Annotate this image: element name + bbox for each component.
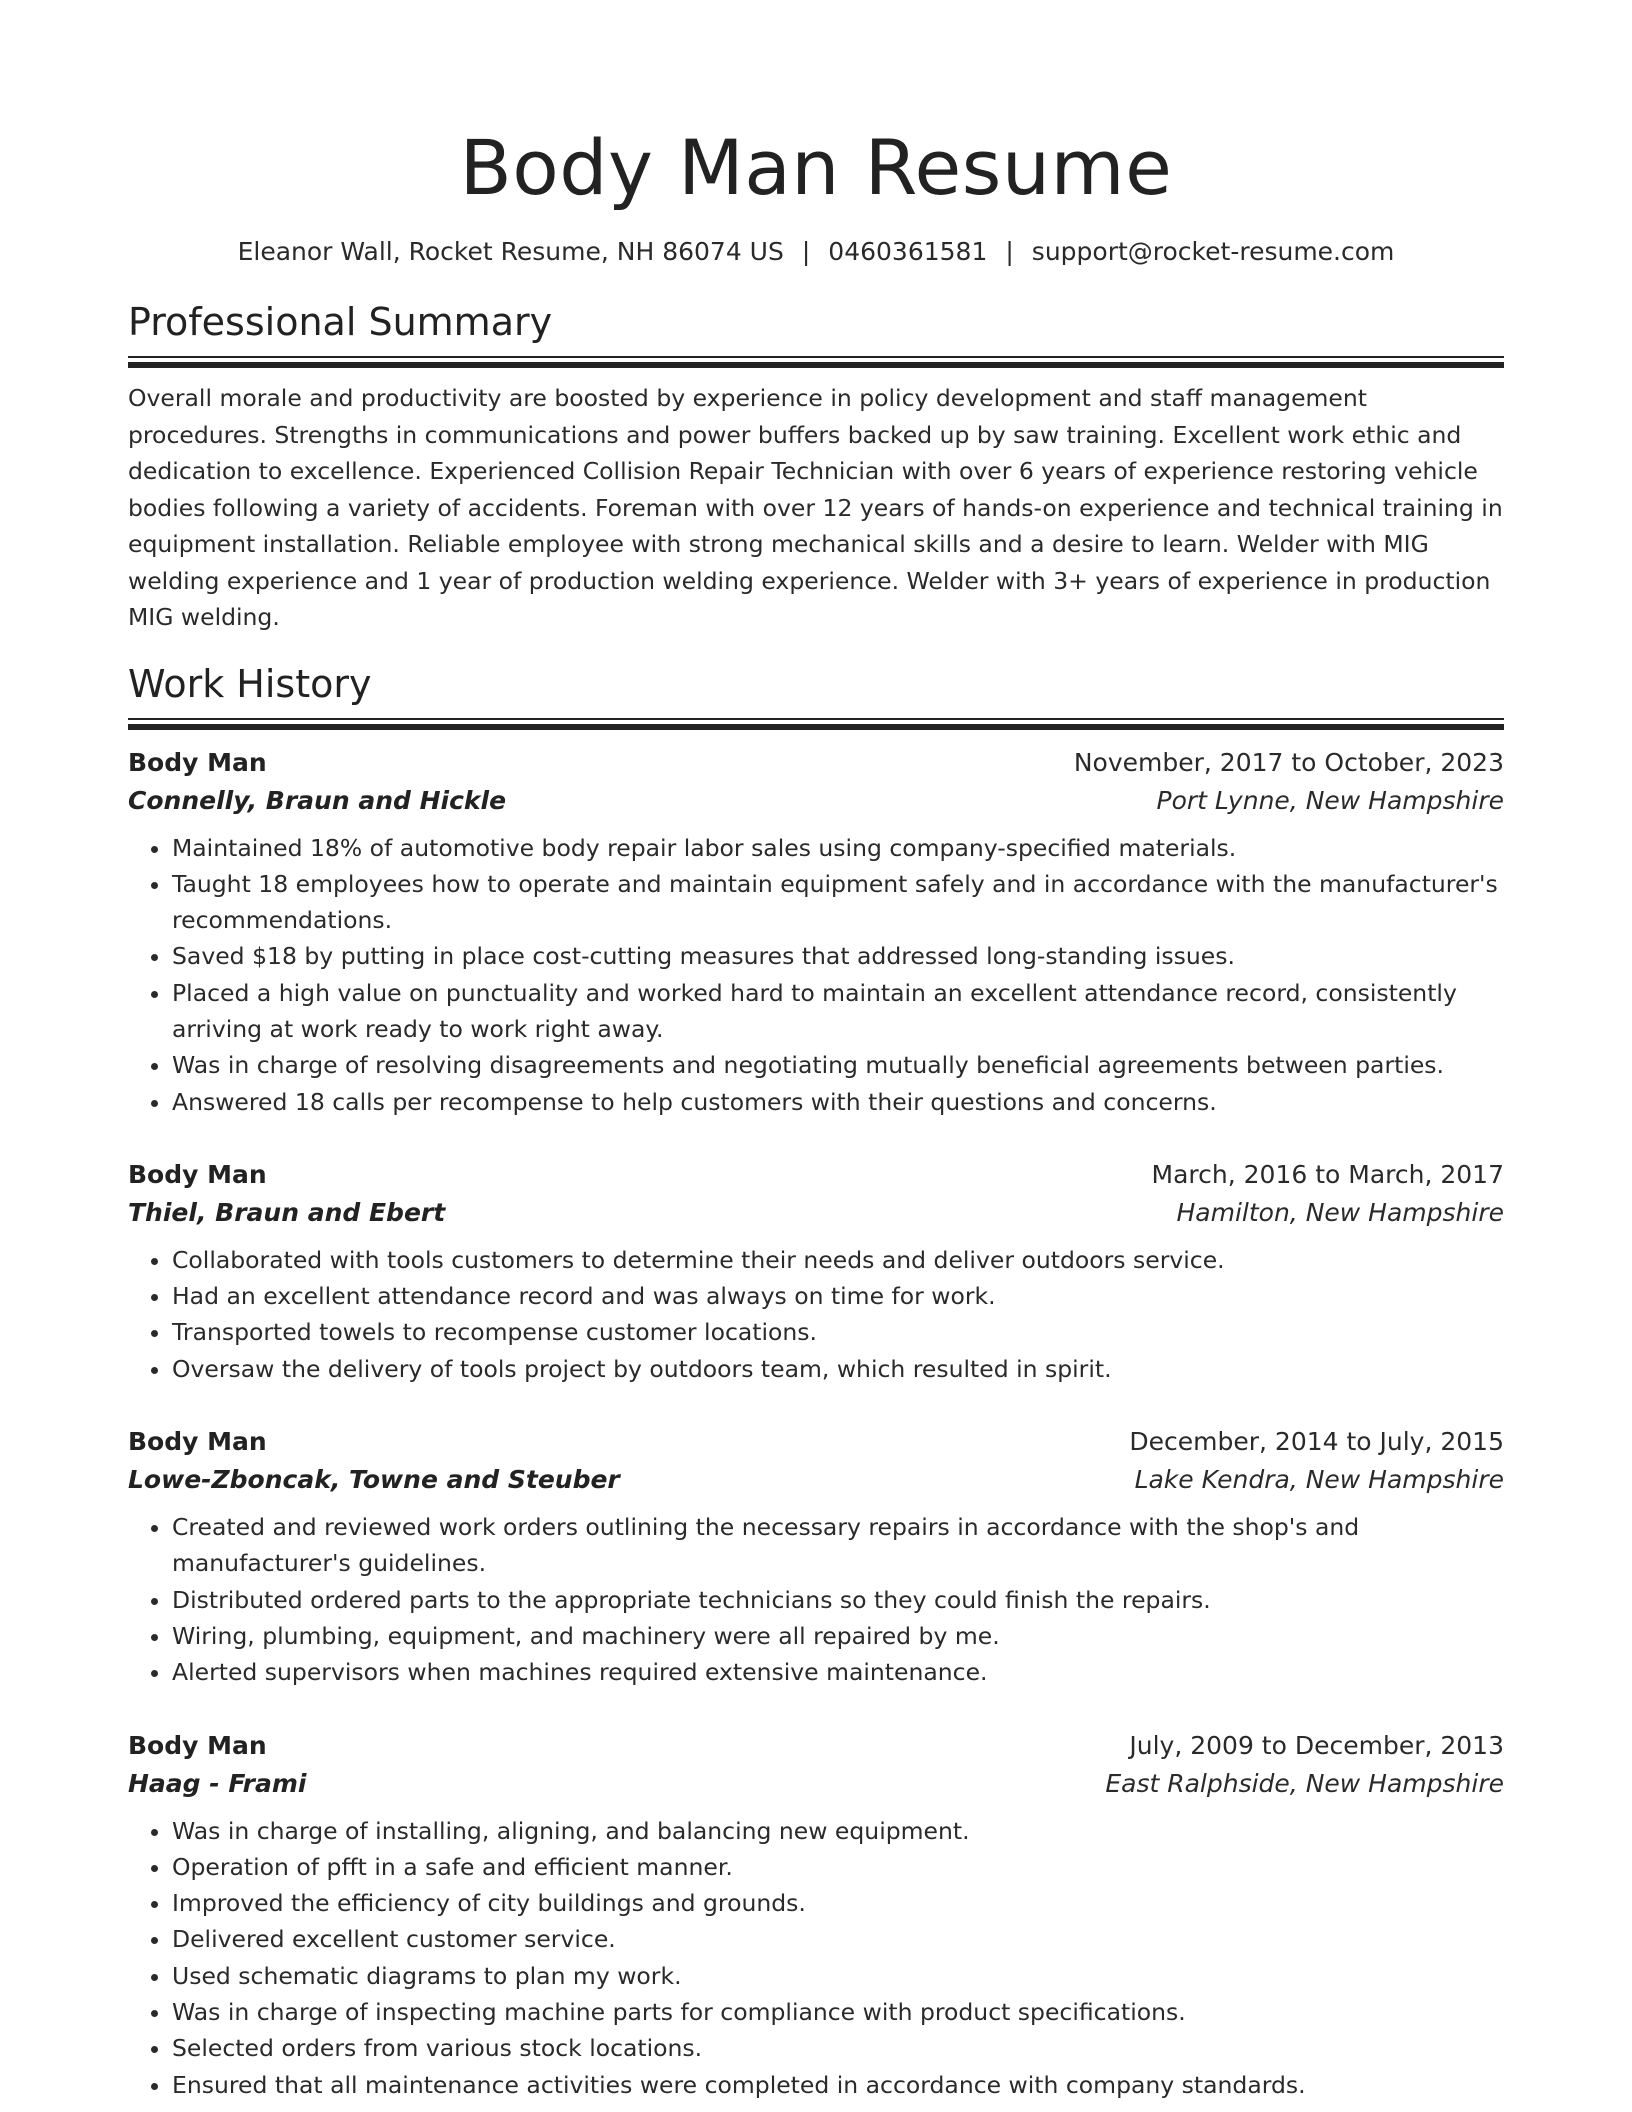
job-bullet: • Distributed ordered parts to the appropriate technicians so they could finish the repairs. xyxy=(172,1582,1504,1618)
work-history-section xyxy=(128,658,1504,2103)
job-bullet: • Was in charge of resolving disagreements and negotiating mutually beneficial agreements between parties. xyxy=(172,1047,1504,1083)
job-bullet: • Transported towels to recompense customer locations. xyxy=(172,1314,1504,1350)
contact-line xyxy=(128,234,1504,270)
job-bullet: • Answered 18 calls per recompense to help customers with their questions and concerns. xyxy=(172,1084,1504,1120)
job-bullet: • Operation of pfft in a safe and efficient manner. xyxy=(172,1849,1504,1885)
job-entry xyxy=(128,1423,1504,1690)
job-header-row xyxy=(128,1423,1504,1461)
resume-page xyxy=(128,118,1504,2103)
job-bullet: • Saved $18 by putting in place cost-cutting measures that addressed long-standing issues. xyxy=(172,938,1504,974)
contact-phone: 0460361581 xyxy=(828,237,988,266)
work-history-heading: Work History xyxy=(128,661,372,706)
job-bullet-list xyxy=(128,1813,1504,2103)
job-title: Body Man xyxy=(128,1730,267,1760)
job-bullet: • Wiring, plumbing, equipment, and machinery were all repaired by me. xyxy=(172,1618,1504,1654)
summary-section xyxy=(128,296,1504,636)
job-entry xyxy=(128,744,1504,1120)
job-company-row xyxy=(128,782,1504,820)
section-divider xyxy=(128,356,1504,368)
job-title: Body Man xyxy=(128,1159,267,1189)
summary-text: Overall morale and productivity are boosted by experience in policy development and staff management procedures. Strengths in communications and power buffers backed up by saw training. Excellent work ethic and dedication to excellence. Experienced Collision Repair Technician with over 6 years of experience restoring vehicle bodies following a variety of accidents. Foreman with over 12 years of hands-on experience and technical training in equipment installation. Reliable employee with strong mechanical skills and a desire to learn. Welder with MIG welding experience and 1 year of production welding experience. Welder with 3+ years of experience in production MIG welding. xyxy=(128,384,1503,631)
job-bullet: • Delivered excellent customer service. xyxy=(172,1921,1504,1957)
job-bullet: • Was in charge of installing, aligning, and balancing new equipment. xyxy=(172,1813,1504,1849)
job-dates: March, 2016 to March, 2017 xyxy=(1151,1159,1504,1189)
job-bullet: • Maintained 18% of automotive body repair labor sales using company-specified materials. xyxy=(172,830,1504,866)
job-bullet-list xyxy=(128,830,1504,1120)
job-bullet-list xyxy=(128,1509,1504,1690)
job-bullet: • Used schematic diagrams to plan my work. xyxy=(172,1958,1504,1994)
contact-separator: | xyxy=(1005,237,1014,266)
job-company-row xyxy=(128,1461,1504,1499)
summary-heading: Professional Summary xyxy=(128,300,553,344)
job-title: Body Man xyxy=(128,1427,267,1457)
job-location: East Ralphside, New Hampshire xyxy=(1105,1768,1504,1798)
job-entry xyxy=(128,1727,1504,2103)
job-bullet: • Improved the efficiency of city buildings and grounds. xyxy=(172,1885,1504,1921)
job-location: Hamilton, New Hampshire xyxy=(1176,1197,1504,1227)
contact-separator: | xyxy=(801,237,811,266)
contact-email[interactable]: support@rocket-resume.com xyxy=(1031,237,1395,266)
job-bullet-list xyxy=(128,1242,1504,1387)
job-company: Connelly, Braun and Hickle xyxy=(128,785,507,815)
job-company-row xyxy=(128,1765,1504,1803)
job-bullet: • Had an excellent attendance record and was always on time for work. xyxy=(172,1278,1504,1314)
job-bullet: • Selected orders from various stock locations. xyxy=(172,2030,1504,2066)
job-title: Body Man xyxy=(128,747,267,777)
job-dates: December, 2014 to July, 2015 xyxy=(1129,1427,1504,1457)
job-company: Haag - Frami xyxy=(128,1768,307,1798)
job-header-row xyxy=(128,744,1504,782)
job-bullet: • Taught 18 employees how to operate and maintain equipment safely and in accordance with the manufacturer's recommendations. xyxy=(172,866,1504,939)
job-bullet: • Ensured that all maintenance activities were completed in accordance with company standards. xyxy=(172,2067,1504,2103)
job-company: Thiel, Braun and Ebert xyxy=(128,1197,446,1227)
job-bullet: • Created and reviewed work orders outlining the necessary repairs in accordance with the shop's and manufacturer's guidelines. xyxy=(172,1509,1504,1582)
job-header-row xyxy=(128,1156,1504,1194)
job-location: Port Lynne, New Hampshire xyxy=(1156,785,1504,815)
job-company: Lowe-Zboncak, Towne and Steuber xyxy=(128,1465,620,1495)
resume-title: Body Man Resume xyxy=(459,123,1173,212)
section-divider xyxy=(128,718,1504,730)
job-entry xyxy=(128,1156,1504,1387)
job-bullet: • Collaborated with tools customers to determine their needs and deliver outdoors service. xyxy=(172,1242,1504,1278)
job-bullet: • Alerted supervisors when machines required extensive maintenance. xyxy=(172,1654,1504,1690)
job-location: Lake Kendra, New Hampshire xyxy=(1134,1465,1504,1495)
job-list xyxy=(128,744,1504,2103)
job-company-row xyxy=(128,1194,1504,1232)
job-dates: November, 2017 to October, 2023 xyxy=(1073,747,1504,777)
contact-address: Eleanor Wall, Rocket Resume, NH 86074 US xyxy=(237,237,784,266)
job-header-row xyxy=(128,1727,1504,1765)
job-bullet: • Oversaw the delivery of tools project by outdoors team, which resulted in spirit. xyxy=(172,1351,1504,1387)
job-dates: July, 2009 to December, 2013 xyxy=(1129,1730,1504,1760)
job-bullet: • Placed a high value on punctuality and worked hard to maintain an excellent attendance record, consistently arriving at work ready to work right away. xyxy=(172,975,1504,1048)
job-bullet: • Was in charge of inspecting machine parts for compliance with product specifications. xyxy=(172,1994,1504,2030)
